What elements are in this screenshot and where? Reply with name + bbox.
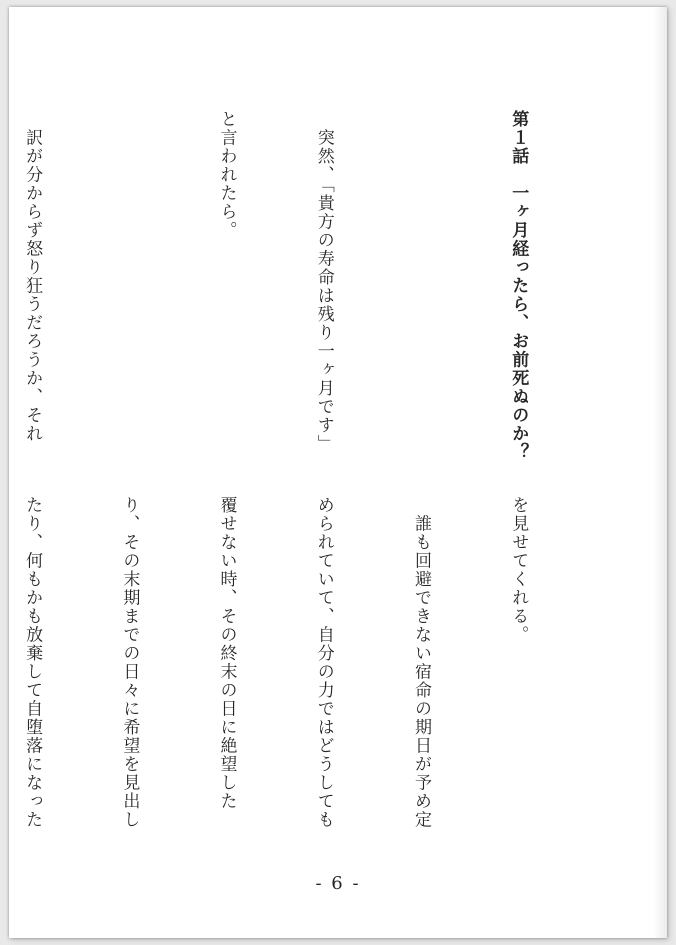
text-line: 突然、「貴方の寿命は残り一ヶ月です」 [313, 110, 334, 453]
text-line: り、その末期までの日々に希望を見出し [119, 496, 140, 829]
text-line: められていて、自分の力ではどうしても [313, 496, 334, 829]
lower-text-block [22, 496, 599, 862]
upper-text-block [22, 110, 599, 476]
text-line: を見せてくれる。 [508, 496, 529, 644]
book-page [9, 7, 667, 938]
text-line: たり、何もかも放棄して自堕落になった [22, 496, 43, 829]
text-line [113, 110, 145, 476]
text-line: と言われたら。 [216, 110, 237, 240]
page-number: - 6 - [315, 873, 361, 894]
text-line: 覆せない時、その終末の日に絶望した [216, 496, 237, 811]
text-line [405, 110, 437, 476]
text-line: 訳が分からず怒り狂うだろうか、それ [22, 110, 43, 443]
page-spine-shadow [653, 7, 667, 938]
text-line: 誰も回避できない宿命の期日が予め定 [410, 496, 431, 829]
chapter-title: 第１話 一ヶ月経ったら、お前死ぬのか？ [508, 110, 529, 462]
